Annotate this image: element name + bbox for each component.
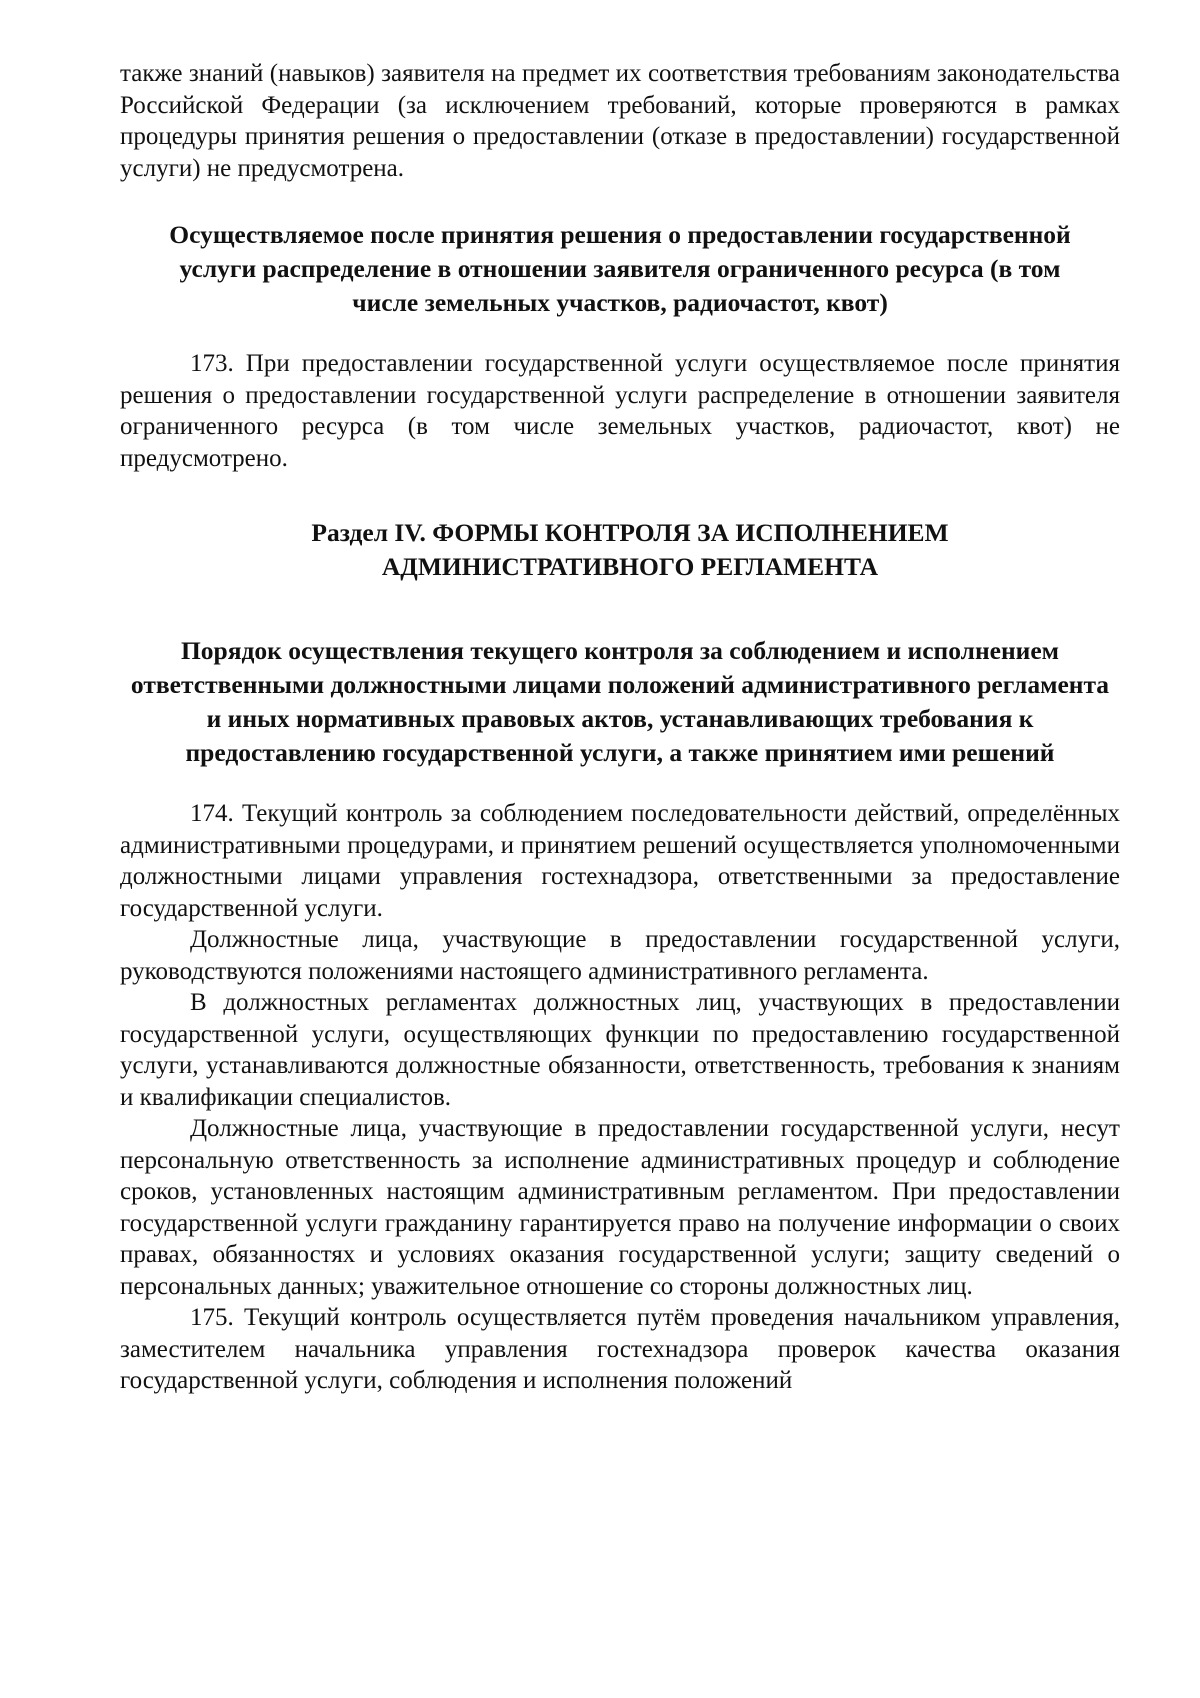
paragraph-173: 173. При предоставлении государственной услуги осуществляемое после принятия решения о предоставлении государственной услуги распределение в отношении заявителя ограниченного ресурса (в том числе земельных участков, радиочастот, квот) не предусмотрено. bbox=[120, 350, 1120, 472]
section-iv-heading: Раздел IV. ФОРМЫ КОНТРОЛЯ ЗА ИСПОЛНЕНИЕМ АДМИНИСТРАТИВНОГО РЕГЛАМЕНТА bbox=[311, 518, 949, 581]
document-page bbox=[120, 58, 1120, 1397]
current-control-heading: Порядок осуществления текущего контроля за соблюдением и исполнением ответственными должностными лицами положений административного регламента и иных нормативных правовых актов, устанавливающих требования к предоставлению государственной услуги, а также принятием ими решений bbox=[130, 636, 1110, 767]
paragraph-174-responsibility: Должностные лица, участвующие в предоставлении государственной услуги, несут персональную ответственность за исполнение административных процедур и соблюдение сроков, установленных настоящим административным регламентом. При предоставлении государственной услуги гражданину гарантируется право на получение информации о своих правах, обязанностях и условиях оказания государственной услуги; защиту сведений о персональных данных; уважительное отношение со стороны должностных лиц. bbox=[120, 1115, 1120, 1300]
paragraph-175: 175. Текущий контроль осуществляется путём проведения начальником управления, заместителем начальника управления гостехнадзора проверок качества оказания государственной услуги, соблюдения и исполнения положений bbox=[120, 1304, 1120, 1394]
resource-distribution-heading: Осуществляемое после принятия решения о предоставлении государственной услуги распределение в отношении заявителя ограниченного ресурса (в том числе земельных участков, радиочастот, квот) bbox=[169, 220, 1071, 317]
paragraph-174: 174. Текущий контроль за соблюдением последовательности действий, определённых административными процедурами, и принятием решений осуществляется уполномоченными должностными лицами управления гостехнадзора, ответственными за предоставление государственной услуги. bbox=[120, 800, 1120, 922]
paragraph-174-regulations: В должностных регламентах должностных лиц, участвующих в предоставлении государственной услуги, осуществляющих функции по предоставлению государственной услуги, устанавливаются должностные обязанности, ответственность, требования к знаниям и квалификации специалистов. bbox=[120, 989, 1120, 1111]
paragraph-174-officials: Должностные лица, участвующие в предоставлении государственной услуги, руководствуются положениями настоящего административного регламента. bbox=[120, 926, 1120, 985]
intro-paragraph: также знаний (навыков) заявителя на предмет их соответствия требованиям законодательства Российской Федерации (за исключением требований, которые проверяются в рамках процедуры принятия решения о предоставлении (отказе в предоставлении) государственной услуги) не предусмотрена. bbox=[120, 60, 1120, 182]
